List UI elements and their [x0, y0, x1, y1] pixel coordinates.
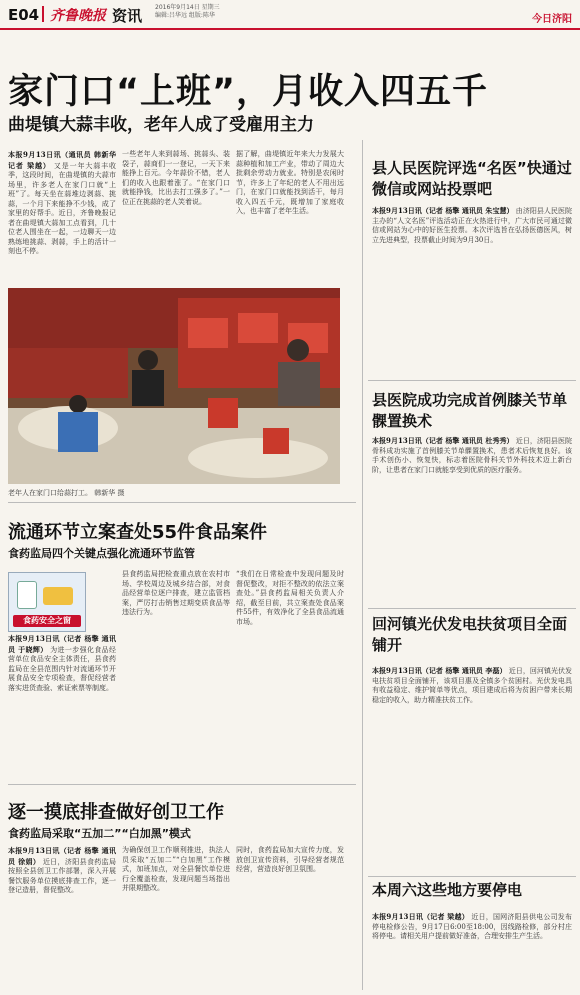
date-line: 2016年9月14日 星期三 [155, 4, 220, 11]
story3-column-1 [8, 846, 116, 988]
story2-body-2: 县食药监局把检查重点放在农村市场、学校周边及城乡结合部，对食品经营单位逐户排查，建立监管档案，严厉打击销售过期变质食品等违法行为。 [122, 570, 230, 616]
story3-body-3: 同时，食药监局加大宣传力度，发放创卫宣传资料，引导经营者规范经营，营造良好创卫氛围。 [236, 846, 344, 873]
right-s4-byline: 本报9月13日讯（记者 梁越） [372, 912, 469, 921]
right-s4-headline: 本周六这些地方要停电 [372, 881, 523, 899]
divider [368, 608, 576, 609]
bottle-icon [17, 581, 37, 609]
right-s3-byline: 本报9月13日讯（记者 杨擎 通讯员 李磊） [372, 666, 507, 675]
story2-column-1 [8, 634, 116, 774]
masthead-meta [155, 4, 220, 20]
lead-body-2: 一些老年人来到蒜场、挑蒜头、装袋子，蒜商们一一登记，一天下来能挣上百元。今年蒜价不错，老人们的收入也跟着涨了。“在家门口就能挣钱，比出去打工强多了。”一位正在挑蒜的老人笑着说。 [122, 150, 230, 206]
lead-column-1 [8, 150, 116, 284]
story3-body-2: 为确保创卫工作顺利推进，执法人员采取“五加二”“白加黑”工作模式，加班加点，对全县餐饮单位进行全覆盖检查，发现问题当场指出并限期整改。 [122, 846, 230, 892]
lead-subhead: 曲堤镇大蒜丰收，老年人成了受雇用主力 [8, 115, 314, 135]
food-safety-badge [8, 572, 86, 632]
garlic-workers-image [8, 288, 340, 484]
divider [368, 380, 576, 381]
lead-photo [8, 288, 340, 484]
story3-subhead: 食药监局采取“五加二”“白加黑”模式 [8, 827, 191, 840]
story3-column-2 [122, 846, 230, 988]
photo-caption: 老年人在家门口给蒜打工。 韩新华 摄 [8, 489, 125, 497]
right-s4-body [372, 912, 572, 990]
right-s1-byline: 本报9月13日讯（记者 杨擎 通讯员 朱宝慧） [372, 206, 514, 215]
lead-body-1: 又是一年大蒜丰收季，这段时间，在曲堤镇的大蒜市场里，许多老人在家门口就“上班”了。每天坐在蒜堆边剥蒜、挑蒜，一个月下来能挣不少钱，成了家里的好帮手。近日，齐鲁晚报记者在曲堤镇大蒜加工点看到，几十位老人围坐在一起，一边聊天一边熟练地挑蒜、剥蒜，手上的活计一刻也不停。 [8, 161, 116, 255]
section-name: 资讯 [112, 7, 143, 25]
right-s3-headline: 回河镇光伏发电扶贫项目全面铺开 [372, 615, 568, 654]
column-divider [362, 140, 363, 990]
right-s1-headline: 县人民医院评选“名医”快通过微信或网站投票吧 [372, 159, 572, 198]
editor-line: 编辑:吕华远 组版:陈华 [155, 12, 215, 19]
right-s1-text: 由济阳县人民医院主办的“人文名医”评选活动正在火热进行中，广大市民可通过微信或网站为心中的好医生投票。本次评选旨在弘扬医德医风，树立先进典型，投票截止时间为9月30日。 [372, 207, 572, 244]
page-number: E04 [8, 6, 40, 24]
right-s4-text: 近日，国网济阳县供电公司发布停电检修公告，9月17日6:00至18:00，因线路检修，部分村庄将停电。请相关用户提前做好准备，合理安排生产生活。 [372, 913, 572, 940]
newspaper-logo: 齐鲁晚报 [50, 8, 106, 24]
story3-byline: 本报9月13日讯（记者 杨擎 通讯员 徐娟） [8, 846, 116, 866]
lead-column-3 [236, 150, 344, 284]
divider [368, 876, 576, 877]
box-icon [43, 587, 73, 605]
right-s3-text: 近日，回河镇光伏发电扶贫项目全面铺开，该项目惠及全镇多个贫困村。光伏发电具有收益稳定、维护简单等优点，项目建成后将为贫困户带来长期稳定的收入，助力精准扶贫工作。 [372, 667, 572, 704]
lead-body-3: 据了解，曲堤镇近年来大力发展大蒜种植和加工产业，带动了周边大批剩余劳动力就业。特别是农闲时节，许多上了年纪的老人不用出远门，在家门口就能找到活干，每月收入四五千元，既增加了家庭收入，也丰富了老年生活。 [236, 150, 344, 215]
right-s1-body [372, 206, 572, 354]
right-s2-byline: 本报9月13日讯（记者 杨擎 通讯员 杜秀秀） [372, 436, 514, 445]
story2-body-1: 为进一步强化食品经营单位食品安全主体责任，县食药监局在全县范围内针对流通环节开展食品安全专项检查，督促经营者落实进货查验、索证索票等制度。 [8, 645, 116, 692]
story2-headline: 流通环节立案查处55件食品案件 [8, 522, 268, 543]
masthead-rule [0, 28, 580, 30]
lead-headline: 家门口“上班”，月收入四五千 [8, 72, 489, 112]
story2-column-2 [122, 570, 230, 774]
divider [42, 6, 44, 22]
right-s2-text: 近日，济阳县医院骨科成功实施了首例膝关节单髁置换术，患者术后恢复良好。该手术创伤小、恢复快，标志着医院骨科关节外科技术迈上新台阶，让患者在家门口就能享受到优质的医疗服务。 [372, 437, 572, 474]
right-s3-body [372, 666, 572, 836]
divider [8, 784, 356, 785]
right-s2-body [372, 436, 572, 586]
story3-headline: 逐一摸底排查做好创卫工作 [8, 802, 224, 823]
story2-column-3 [236, 570, 344, 774]
lead-byline: 本报9月13日讯（通讯员 韩新华 记者 梁越） [8, 150, 116, 170]
right-s2-headline: 县医院成功完成首例膝关节单髁置换术 [372, 391, 568, 430]
story3-body-1: 近日，济阳县食药监局按照全县创卫工作部署，深入开展餐饮服务单位摸底排查工作，逐一登记造册，督促整改。 [8, 857, 116, 894]
story2-body-3: “我们在日常检查中发现问题及时督促整改，对拒不整改的依法立案查处。”县食药监局相关负责人介绍，截至目前，共立案查处食品案件55件，有效净化了全县食品流通市场。 [236, 570, 344, 626]
lead-column-2 [122, 150, 230, 284]
divider [8, 502, 356, 503]
story2-byline: 本报9月13日讯（记者 杨擎 通讯员 于晓辉） [8, 634, 116, 654]
story3-column-3 [236, 846, 344, 988]
masthead [0, 0, 580, 30]
section-tag: 今日济阳 [532, 14, 572, 25]
story2-subhead: 食药监局四个关键点强化流通环节监管 [8, 547, 195, 560]
badge-label: 食药安全之窗 [13, 615, 81, 627]
